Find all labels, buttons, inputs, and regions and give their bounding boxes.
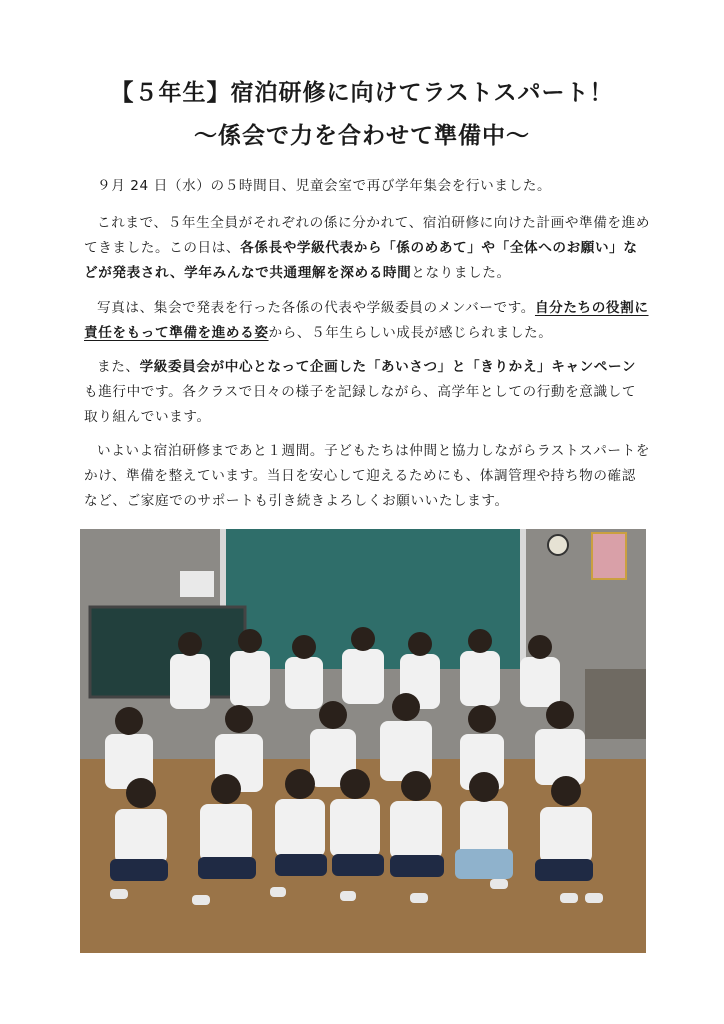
paragraph-4-bold: 学級委員会が中心となって企画した「あいさつ」と「きりかえ」キャンペーン [139,359,637,375]
paragraph-4 [84,355,650,430]
paragraph-4-text-a: また、 [97,359,140,375]
photo-blackboard [90,607,245,697]
paragraph-3-bold-underlined: 自分たちの役割に責任をもって準備を進める姿 [84,300,649,341]
paragraph-2-text-b: となりました。 [411,265,511,281]
paragraph-3-text-b: から、５年生らしい成長が感じられました。 [268,325,553,341]
paragraph-2 [84,211,650,286]
page-title: 【５年生】宿泊研修に向けてラストスパート！ [110,80,614,106]
paragraph-5: いよいよ宿泊研修まであと１週間。子どもたちは仲間と協力しながらラストスパートをかけ、準備を整えています。当日を安心して迎えるためにも、体調管理や持ち物の確認など、ご家庭でのサポートも引き続きよろしくお願いいたします。 [84,443,651,509]
paragraph-3-text-a: 写真は、集会で発表を行った各係の代表や学級委員のメンバーです。 [97,300,535,316]
group-photo-illustration [80,529,646,953]
photo-poster [592,533,626,579]
page-subtitle: ～係会で力を合わせて準備中～ [194,123,530,149]
paragraph-4-text-b: も進行中です。各クラスで日々の様子を記録しながら、高学年としての行動を意識して取り組んでいます。 [84,384,637,425]
group-photo [80,529,646,953]
paragraph-1: ９月 24 日（水）の５時間目、児童会室で再び学年集会を行いました。 [97,178,552,194]
paragraph-2-bold: 各係長や学級代表から「係のめあて」や「全体へのお願い」などが発表され、学年みんなで共通理解を深める時間 [84,240,638,281]
clock-icon [548,535,568,555]
paragraph-3 [84,296,650,346]
paragraph-2-text-a: これまで、５年生全員がそれぞれの係に分かれて、宿泊研修に向けた計画や準備を進めてきました。この日は、 [84,215,651,256]
